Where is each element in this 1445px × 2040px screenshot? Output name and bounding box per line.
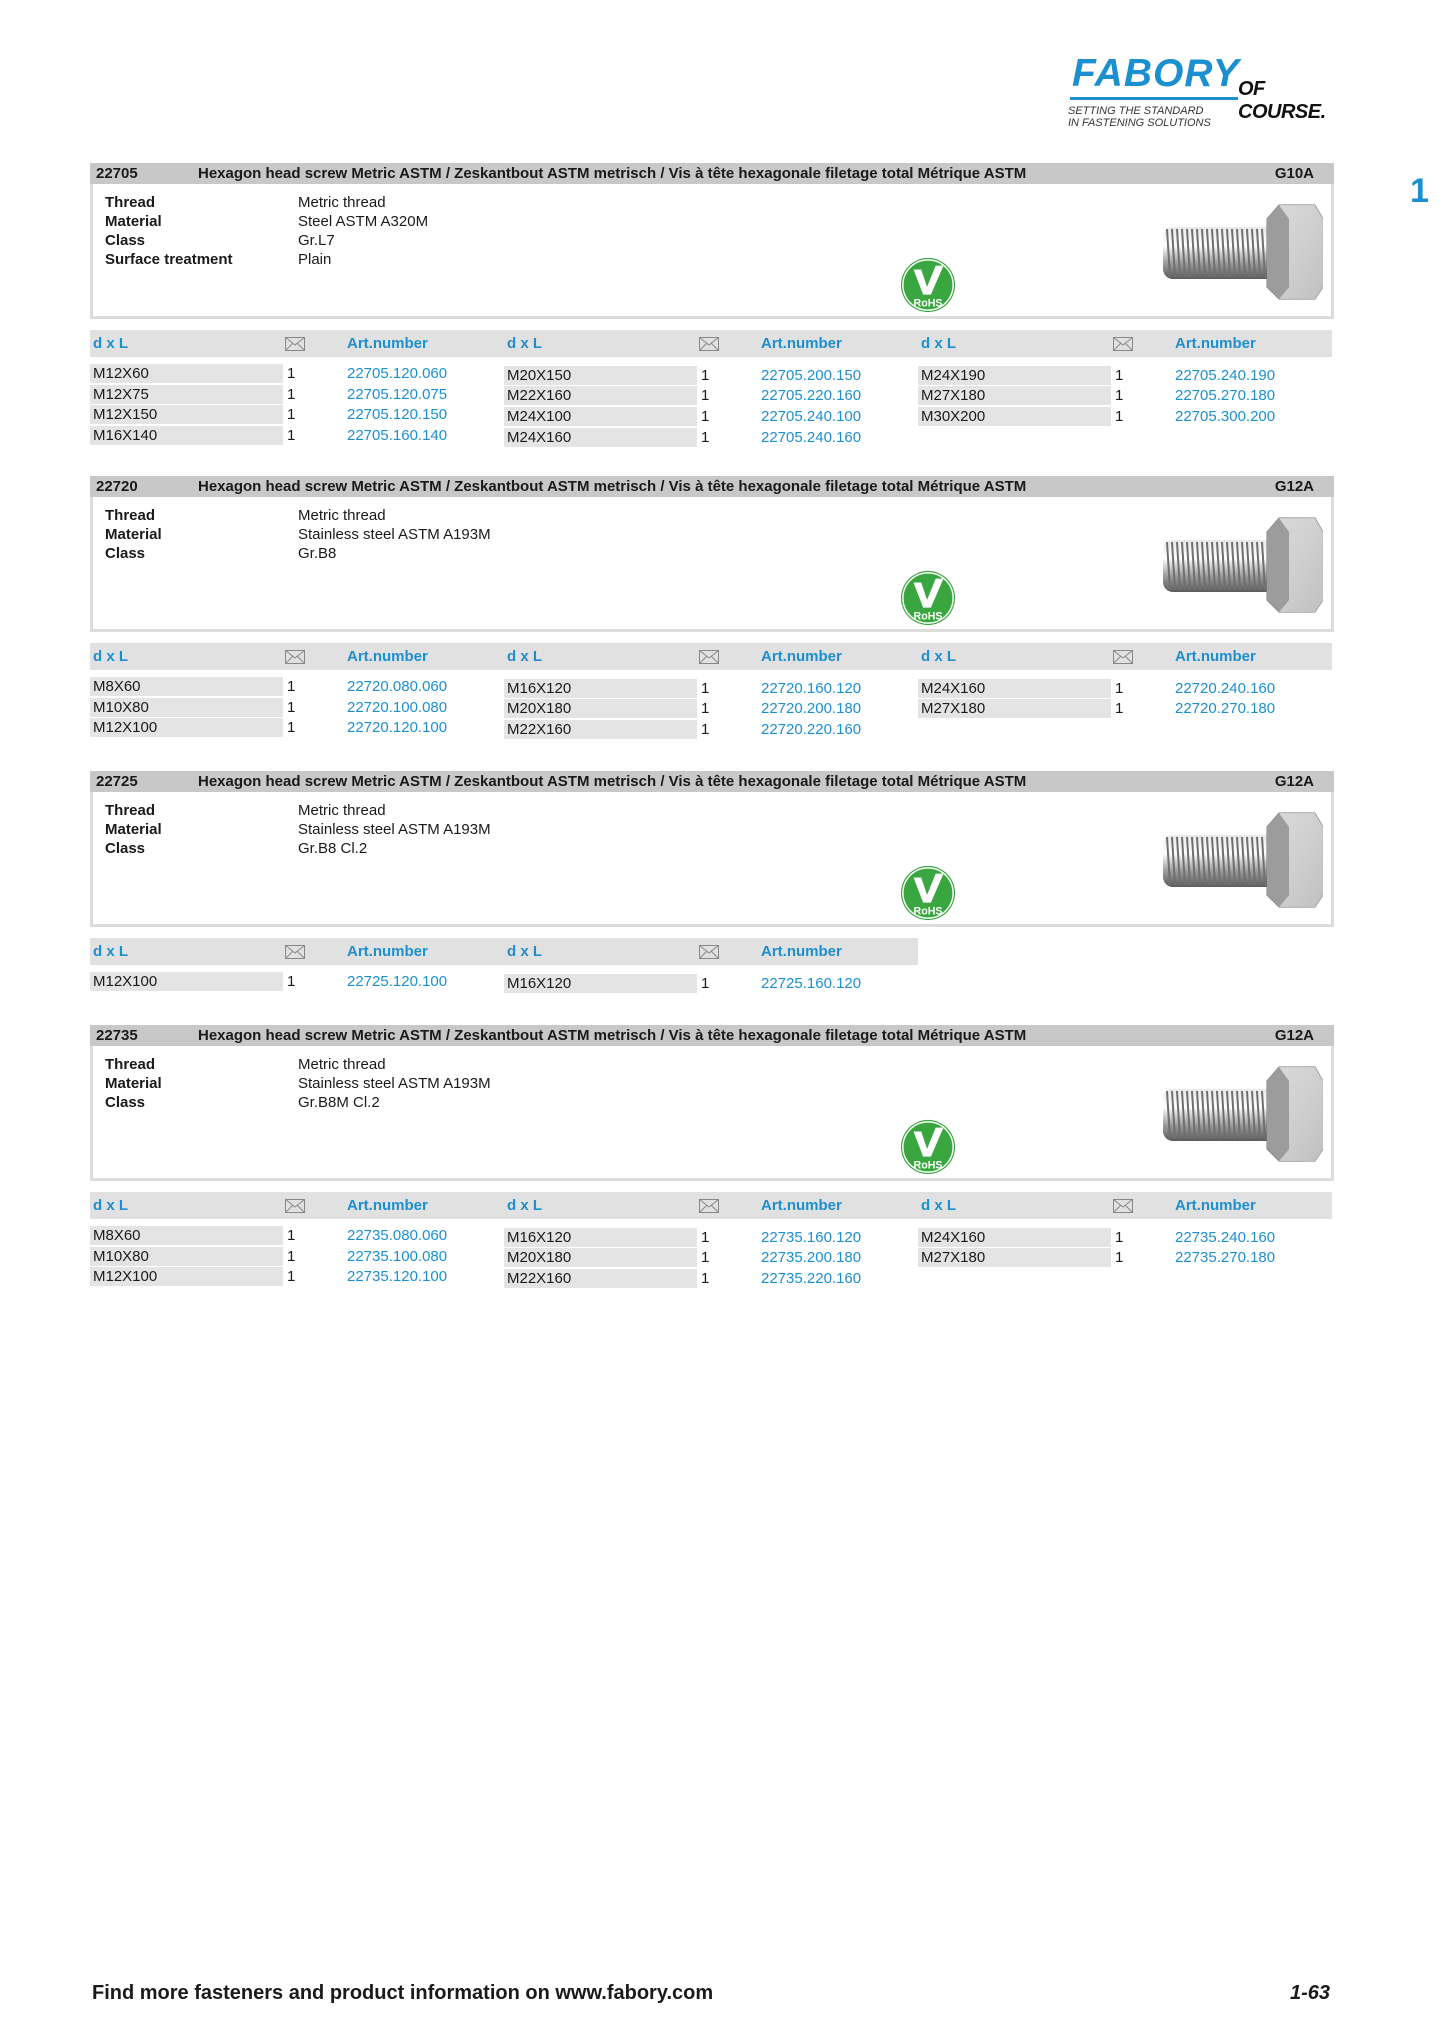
article-number-link[interactable]: 22735.120.100 [347, 1268, 448, 1285]
property-value: Metric thread [298, 802, 386, 819]
property-value: Stainless steel ASTM A193M [298, 821, 491, 838]
column-header-dxl: d x L [93, 648, 129, 665]
svg-text:RoHS: RoHS [913, 1159, 943, 1172]
rohs-badge-icon [899, 569, 957, 627]
logo-tagline [1068, 105, 1211, 129]
chapter-number: 1 [1410, 172, 1429, 210]
article-number-link[interactable]: 22705.300.200 [1175, 408, 1276, 425]
logo-tagline-line-1: SETTING THE STANDARD [1068, 105, 1204, 117]
packaging-icon [699, 650, 719, 664]
product-section [90, 1025, 1334, 1285]
section-header [90, 163, 1334, 184]
quantity-cell: 1 [701, 1249, 710, 1266]
column-header-art: Art.number [761, 335, 842, 352]
property-value: Gr.B8 [298, 545, 337, 562]
size-cell: M12X75 [90, 385, 283, 404]
packaging-icon [285, 650, 305, 664]
property-label: Thread [105, 507, 156, 524]
product-code: 22735 [96, 1027, 138, 1044]
column-header-dxl: d x L [507, 335, 543, 352]
properties-box [90, 184, 1334, 319]
logo-slogan: OF COURSE. [1238, 78, 1326, 123]
quantity-cell: 1 [1115, 1249, 1124, 1266]
article-number-link[interactable]: 22735.200.180 [761, 1249, 862, 1266]
quantity-cell: 1 [1115, 700, 1124, 717]
quantity-cell: 1 [701, 408, 710, 425]
quantity-cell: 1 [287, 386, 296, 403]
property-label: Thread [105, 194, 156, 211]
column-header-art: Art.number [347, 943, 428, 960]
column-header-dxl: d x L [93, 335, 129, 352]
quantity-cell: 1 [701, 680, 710, 697]
article-number-link[interactable]: 22705.120.060 [347, 365, 448, 382]
hex-bolt-icon [1155, 201, 1323, 301]
size-cell: M16X120 [504, 974, 697, 993]
grade-code: G12A [1274, 478, 1314, 495]
size-cell: M16X120 [504, 1228, 697, 1247]
quantity-cell: 1 [287, 1268, 296, 1285]
quantity-cell: 1 [701, 429, 710, 446]
size-cell: M24X190 [918, 366, 1111, 385]
size-cell: M12X100 [90, 718, 283, 737]
packaging-icon [285, 945, 305, 959]
property-label: Thread [105, 802, 156, 819]
packaging-icon [1113, 337, 1133, 351]
article-number-link[interactable]: 22720.080.060 [347, 678, 448, 695]
size-cell: M22X160 [504, 1269, 697, 1288]
size-cell: M24X160 [918, 1228, 1111, 1247]
article-number-link[interactable]: 22705.240.160 [761, 429, 862, 446]
quantity-cell: 1 [287, 678, 296, 695]
svg-text:RoHS: RoHS [913, 905, 943, 918]
rohs-badge-icon [899, 256, 957, 314]
section-header [90, 1025, 1334, 1046]
quantity-cell: 1 [287, 973, 296, 990]
property-label: Class [105, 232, 146, 249]
footer-text: Find more fasteners and product information on www.fabory.com [92, 1982, 714, 2004]
quantity-cell: 1 [1115, 408, 1124, 425]
product-code: 22720 [96, 478, 138, 495]
size-cell: M24X160 [504, 428, 697, 447]
article-number-link[interactable]: 22705.270.180 [1175, 387, 1276, 404]
article-number-link[interactable]: 22735.100.080 [347, 1248, 448, 1265]
article-number-link[interactable]: 22705.240.190 [1175, 367, 1276, 384]
grade-code: G10A [1274, 165, 1314, 182]
table-header [504, 643, 918, 670]
packaging-icon [699, 337, 719, 351]
table-header [90, 330, 504, 357]
article-number-link[interactable]: 22725.120.100 [347, 973, 448, 990]
size-cell: M22X160 [504, 386, 697, 405]
column-header-art: Art.number [347, 1197, 428, 1214]
property-label: Material [105, 821, 162, 838]
quantity-cell: 1 [701, 1270, 710, 1287]
property-label: Thread [105, 1056, 156, 1073]
quantity-cell: 1 [287, 427, 296, 444]
quantity-cell: 1 [287, 699, 296, 716]
fabory-logo [1062, 52, 1352, 132]
page-number: 1-63 [1290, 1982, 1331, 2004]
property-label: Class [105, 545, 146, 562]
column-header-art: Art.number [1175, 1197, 1256, 1214]
quantity-cell: 1 [287, 406, 296, 423]
packaging-icon [699, 945, 719, 959]
column-header-art: Art.number [347, 335, 428, 352]
properties-box [90, 1046, 1334, 1181]
quantity-cell: 1 [701, 721, 710, 738]
table-header [504, 330, 918, 357]
article-number-link[interactable]: 22735.160.120 [761, 1229, 862, 1246]
article-number-link[interactable]: 22720.270.180 [1175, 700, 1276, 717]
article-number-link[interactable]: 22720.200.180 [761, 700, 862, 717]
product-code: 22725 [96, 773, 138, 790]
table-header [504, 1192, 918, 1219]
svg-text:RoHS: RoHS [913, 297, 943, 310]
article-number-link[interactable]: 22735.080.060 [347, 1227, 448, 1244]
product-title: Hexagon head screw Metric ASTM / Zeskantbout ASTM metrisch / Vis à tête hexagonale filetage total Métrique ASTM [198, 773, 1027, 790]
product-section [90, 163, 1334, 446]
property-label: Class [105, 1094, 146, 1111]
article-number-link[interactable]: 22735.270.180 [1175, 1249, 1276, 1266]
quantity-cell: 1 [1115, 1229, 1124, 1246]
column-header-art: Art.number [1175, 335, 1256, 352]
quantity-cell: 1 [287, 365, 296, 382]
column-header-art: Art.number [761, 648, 842, 665]
size-cell: M27X180 [918, 1248, 1111, 1267]
packaging-icon [1113, 650, 1133, 664]
size-cell: M8X60 [90, 1226, 283, 1245]
logo-underline [1070, 97, 1238, 100]
quantity-cell: 1 [287, 1227, 296, 1244]
column-header-dxl: d x L [921, 1197, 957, 1214]
product-section [90, 771, 1334, 1031]
size-cell: M24X160 [918, 679, 1111, 698]
article-number-link[interactable]: 22725.160.120 [761, 975, 862, 992]
article-number-link[interactable]: 22735.220.160 [761, 1270, 862, 1287]
properties-box [90, 497, 1334, 632]
product-title: Hexagon head screw Metric ASTM / Zeskantbout ASTM metrisch / Vis à tête hexagonale filetage total Métrique ASTM [198, 1027, 1027, 1044]
quantity-cell: 1 [701, 975, 710, 992]
column-header-dxl: d x L [507, 648, 543, 665]
property-value: Stainless steel ASTM A193M [298, 1075, 491, 1092]
table-header [918, 1192, 1332, 1219]
quantity-cell: 1 [1115, 367, 1124, 384]
size-cell: M27X180 [918, 699, 1111, 718]
quantity-cell: 1 [1115, 387, 1124, 404]
article-number-link[interactable]: 22705.220.160 [761, 387, 862, 404]
hex-bolt-icon [1155, 1063, 1323, 1163]
quantity-cell: 1 [701, 367, 710, 384]
size-cell: M20X180 [504, 699, 697, 718]
column-header-dxl: d x L [507, 1197, 543, 1214]
hex-bolt-icon [1155, 514, 1323, 614]
size-cell: M22X160 [504, 720, 697, 739]
column-header-dxl: d x L [93, 943, 129, 960]
size-cell: M12X60 [90, 364, 283, 383]
property-value: Metric thread [298, 1056, 386, 1073]
column-header-dxl: d x L [921, 335, 957, 352]
column-header-art: Art.number [761, 943, 842, 960]
article-number-link[interactable]: 22705.240.100 [761, 408, 862, 425]
size-cell: M12X150 [90, 405, 283, 424]
logo-wordmark: FABORY [1072, 52, 1240, 95]
table-header [918, 643, 1332, 670]
table-header [918, 330, 1332, 357]
packaging-icon [699, 1199, 719, 1213]
article-number-link[interactable]: 22720.160.120 [761, 680, 862, 697]
article-number-link[interactable]: 22735.240.160 [1175, 1229, 1276, 1246]
property-value: Gr.B8 Cl.2 [298, 840, 368, 857]
quantity-cell: 1 [1115, 680, 1124, 697]
quantity-cell: 1 [287, 1248, 296, 1265]
column-header-dxl: d x L [93, 1197, 129, 1214]
quantity-cell: 1 [287, 719, 296, 736]
property-label: Surface treatment [105, 251, 233, 268]
property-label: Class [105, 840, 146, 857]
rohs-badge-icon [899, 864, 957, 922]
article-number-link[interactable]: 22720.100.080 [347, 699, 448, 716]
table-header [90, 1192, 504, 1219]
size-cell: M10X80 [90, 698, 283, 717]
grade-code: G12A [1274, 1027, 1314, 1044]
column-header-art: Art.number [347, 648, 428, 665]
product-code: 22705 [96, 165, 138, 182]
size-cell: M12X100 [90, 1267, 283, 1286]
quantity-cell: 1 [701, 387, 710, 404]
grade-code: G12A [1274, 773, 1314, 790]
property-label: Material [105, 526, 162, 543]
column-header-dxl: d x L [921, 648, 957, 665]
property-value: Steel ASTM A320M [298, 213, 429, 230]
article-number-link[interactable]: 22705.120.150 [347, 406, 448, 423]
size-cell: M16X140 [90, 426, 283, 445]
table-header [90, 643, 504, 670]
column-header-dxl: d x L [507, 943, 543, 960]
size-cell: M10X80 [90, 1247, 283, 1266]
quantity-cell: 1 [701, 700, 710, 717]
product-section [90, 476, 1334, 736]
hex-bolt-icon [1155, 809, 1323, 909]
section-header [90, 771, 1334, 792]
size-cell: M16X120 [504, 679, 697, 698]
size-cell: M20X180 [504, 1248, 697, 1267]
size-cell: M8X60 [90, 677, 283, 696]
column-header-art: Art.number [1175, 648, 1256, 665]
size-cell: M30X200 [918, 407, 1111, 426]
size-cell: M24X100 [504, 407, 697, 426]
product-title: Hexagon head screw Metric ASTM / Zeskantbout ASTM metrisch / Vis à tête hexagonale filetage total Métrique ASTM [198, 165, 1027, 182]
properties-box [90, 792, 1334, 927]
property-label: Material [105, 1075, 162, 1092]
packaging-icon [285, 1199, 305, 1213]
article-number-link[interactable]: 22720.240.160 [1175, 680, 1276, 697]
property-value: Stainless steel ASTM A193M [298, 526, 491, 543]
article-number-link[interactable]: 22705.200.150 [761, 367, 862, 384]
size-cell: M27X180 [918, 386, 1111, 405]
article-number-link[interactable]: 22720.120.100 [347, 719, 448, 736]
article-number-link[interactable]: 22705.160.140 [347, 427, 448, 444]
logo-tagline-line-2: IN FASTENING SOLUTIONS [1068, 117, 1211, 129]
section-header [90, 476, 1334, 497]
product-title: Hexagon head screw Metric ASTM / Zeskantbout ASTM metrisch / Vis à tête hexagonale filetage total Métrique ASTM [198, 478, 1027, 495]
svg-text:RoHS: RoHS [913, 610, 943, 623]
article-number-link[interactable]: 22705.120.075 [347, 386, 448, 403]
packaging-icon [285, 337, 305, 351]
table-header [504, 938, 918, 965]
property-value: Gr.L7 [298, 232, 335, 249]
size-cell: M12X100 [90, 972, 283, 991]
property-value: Plain [298, 251, 332, 268]
table-header [90, 938, 504, 965]
rohs-badge-icon [899, 1118, 957, 1176]
packaging-icon [1113, 1199, 1133, 1213]
size-cell: M20X150 [504, 366, 697, 385]
property-label: Material [105, 213, 162, 230]
column-header-art: Art.number [761, 1197, 842, 1214]
property-value: Metric thread [298, 194, 386, 211]
property-value: Metric thread [298, 507, 386, 524]
article-number-link[interactable]: 22720.220.160 [761, 721, 862, 738]
quantity-cell: 1 [701, 1229, 710, 1246]
property-value: Gr.B8M Cl.2 [298, 1094, 380, 1111]
